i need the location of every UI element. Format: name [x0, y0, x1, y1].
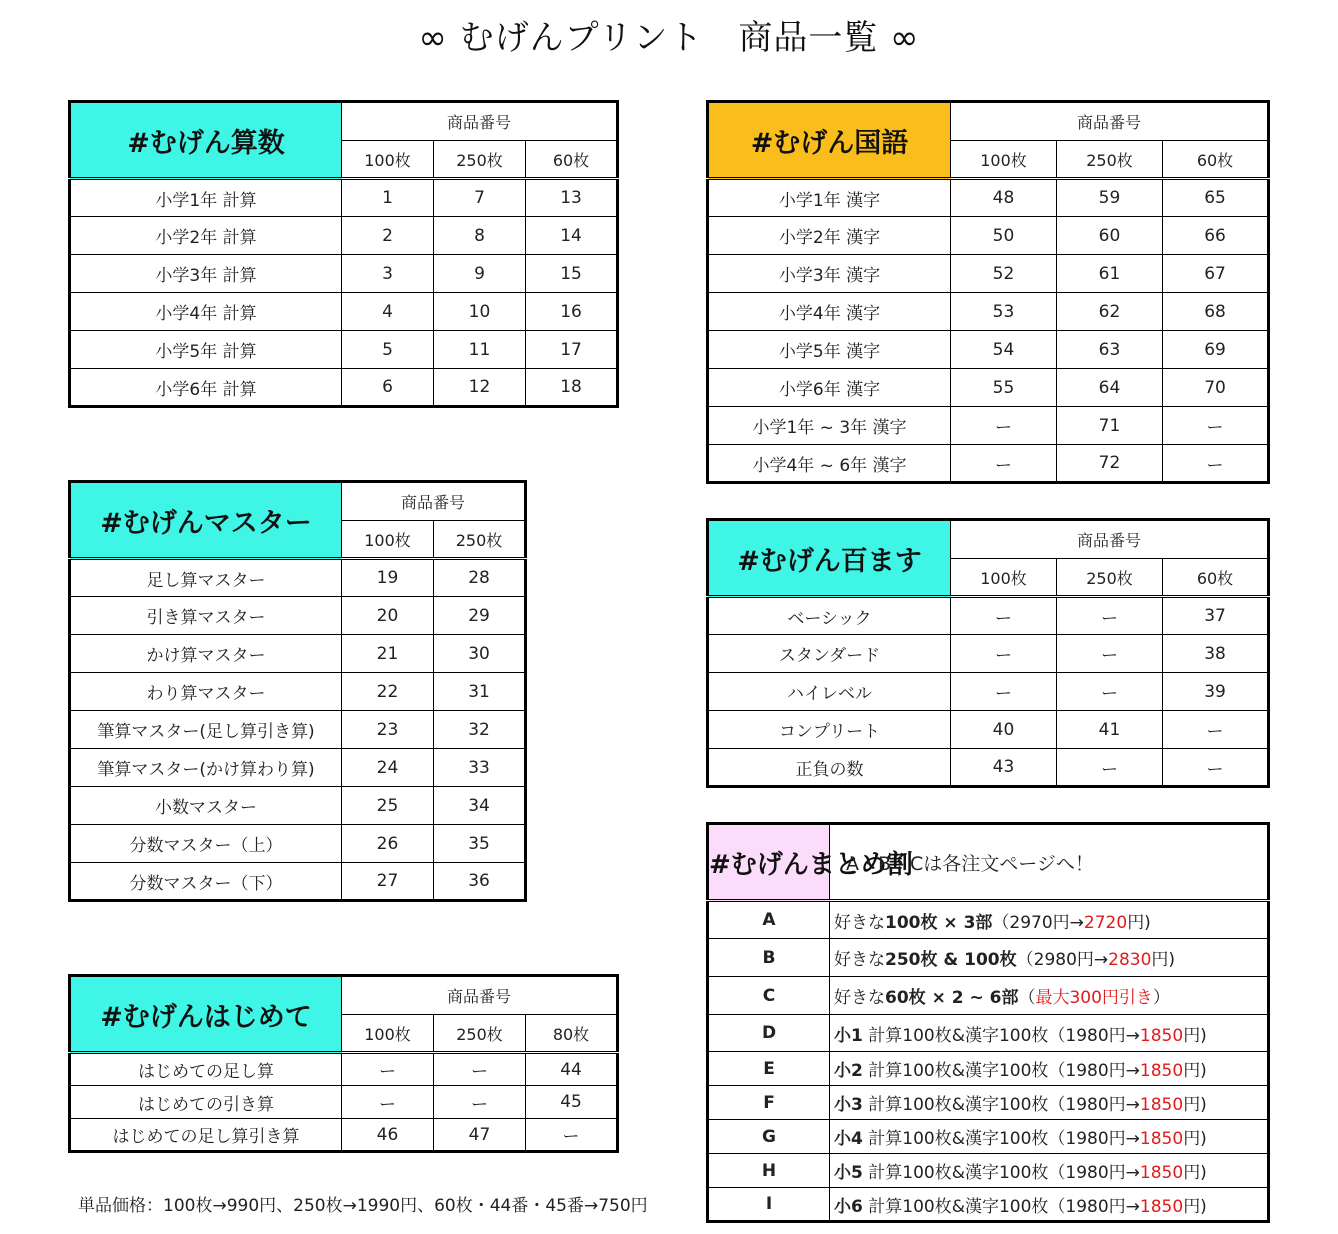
cell: 31	[434, 673, 526, 711]
set-letter: B	[708, 939, 830, 977]
col-header: 250枚	[434, 141, 526, 179]
table-row	[70, 369, 618, 407]
product-number-header: 商品番号	[342, 482, 526, 521]
col-header: 100枚	[951, 141, 1057, 179]
cell: 13	[526, 179, 618, 217]
row-label: はじめての引き算	[70, 1086, 342, 1119]
col-header: 100枚	[342, 1015, 434, 1053]
row-label: 小学4年 漢字	[708, 293, 951, 331]
table-row	[70, 787, 526, 825]
table-row	[708, 1120, 1269, 1154]
cell: 59	[1057, 179, 1163, 217]
desc-bold: 60枚 × 2 ~ 6部	[885, 988, 1019, 1008]
cell: 25	[342, 787, 434, 825]
cell: ー	[342, 1086, 434, 1119]
table-row	[708, 901, 1269, 939]
cell: 23	[342, 711, 434, 749]
set-letter: H	[708, 1154, 830, 1188]
cell: 45	[526, 1086, 618, 1119]
cell: 14	[526, 217, 618, 255]
desc-mid: 計算100枚&漢字100枚（1980円→	[862, 1061, 1140, 1081]
table-row	[70, 597, 526, 635]
table-row	[708, 597, 1269, 635]
desc-red: 1850	[1139, 1129, 1184, 1149]
desc-bold: 250枚 & 100枚	[885, 950, 1017, 970]
desc-mid: 計算100枚&漢字100枚（1980円→	[862, 1095, 1140, 1115]
matome-note: A・B・Cは各注文ページへ！	[830, 824, 1269, 901]
set-letter: A	[708, 901, 830, 939]
cell: 72	[1057, 445, 1163, 483]
row-label: 小学1年 ~ 3年 漢字	[708, 407, 951, 445]
cell: 67	[1163, 255, 1269, 293]
cell: 12	[434, 369, 526, 407]
table-row	[70, 255, 618, 293]
table-row	[70, 1119, 618, 1152]
desc-mid: 計算100枚&漢字100枚（1980円→	[862, 1163, 1140, 1183]
cell: ー	[1163, 445, 1269, 483]
desc-red: 1850	[1139, 1061, 1184, 1081]
col-header: 100枚	[951, 559, 1057, 597]
cell: 4	[342, 293, 434, 331]
cell: 16	[526, 293, 618, 331]
desc-pre: 好きな	[834, 988, 885, 1008]
row-label: 引き算マスター	[70, 597, 342, 635]
desc-bold: 100枚 × 3部	[885, 912, 993, 933]
cell: 1	[342, 179, 434, 217]
cell: 6	[342, 369, 434, 407]
cell: 62	[1057, 293, 1163, 331]
set-letter: F	[708, 1086, 830, 1120]
kokugo-title: #むげん国語	[708, 102, 951, 179]
cell: 64	[1057, 369, 1163, 407]
cell: 24	[342, 749, 434, 787]
row-label: はじめての足し算	[70, 1053, 342, 1086]
cell: 61	[1057, 255, 1163, 293]
desc-red: 2720	[1083, 912, 1128, 933]
set-desc	[830, 901, 1269, 939]
cell: 7	[434, 179, 526, 217]
row-label: コンプリート	[708, 711, 951, 749]
desc-post: 円)	[1183, 1129, 1207, 1149]
desc-bold: 小2	[834, 1061, 863, 1081]
cell: 32	[434, 711, 526, 749]
cell: 40	[951, 711, 1057, 749]
row-label: 小学1年 計算	[70, 179, 342, 217]
cell: 34	[434, 787, 526, 825]
table-row	[708, 1188, 1269, 1222]
table-row	[708, 293, 1269, 331]
desc-mid: （2980円→	[1016, 950, 1109, 970]
table-row	[70, 825, 526, 863]
master-table	[68, 480, 527, 902]
table-row	[70, 217, 618, 255]
cell: 52	[951, 255, 1057, 293]
cell: 2	[342, 217, 434, 255]
cell: ー	[951, 673, 1057, 711]
row-label: 小学6年 漢字	[708, 369, 951, 407]
cell: 10	[434, 293, 526, 331]
cell: 71	[1057, 407, 1163, 445]
table-row	[70, 635, 526, 673]
hajimete-table	[68, 974, 619, 1153]
cell: ー	[1057, 749, 1163, 787]
table-row	[70, 711, 526, 749]
cell: 28	[434, 559, 526, 597]
table-row	[708, 1015, 1269, 1052]
row-label: はじめての足し算引き算	[70, 1119, 342, 1152]
desc-post: 円)	[1183, 1196, 1207, 1217]
row-label: かけ算マスター	[70, 635, 342, 673]
table-row	[70, 293, 618, 331]
cell: 44	[526, 1053, 618, 1086]
row-label: 小学5年 計算	[70, 331, 342, 369]
cell: 54	[951, 331, 1057, 369]
desc-mid: 計算100枚&漢字100枚（1980円→	[862, 1129, 1140, 1149]
cell: ー	[951, 407, 1057, 445]
cell: ー	[1057, 673, 1163, 711]
desc-pre: 好きな	[834, 950, 885, 970]
row-label: 小学6年 計算	[70, 369, 342, 407]
desc-red: 最大300円引き	[1035, 988, 1153, 1008]
col-header: 60枚	[1163, 559, 1269, 597]
cell: 69	[1163, 331, 1269, 369]
set-letter: G	[708, 1120, 830, 1154]
set-desc	[830, 1086, 1269, 1120]
cell: 21	[342, 635, 434, 673]
set-letter: E	[708, 1052, 830, 1086]
price-note: 単品価格：100枚→990円、250枚→1990円、60枚・44番・45番→750円	[78, 1196, 648, 1216]
col-header: 250枚	[1057, 559, 1163, 597]
col-header: 100枚	[342, 521, 434, 559]
cell: 20	[342, 597, 434, 635]
cell: 18	[526, 369, 618, 407]
table-row	[70, 673, 526, 711]
set-desc	[830, 1188, 1269, 1222]
row-label: わり算マスター	[70, 673, 342, 711]
desc-red: 1850	[1139, 1025, 1184, 1046]
cell: 9	[434, 255, 526, 293]
cell: 3	[342, 255, 434, 293]
table-row	[708, 673, 1269, 711]
cell: 19	[342, 559, 434, 597]
cell: ー	[951, 635, 1057, 673]
cell: 37	[1163, 597, 1269, 635]
product-number-header: 商品番号	[342, 976, 618, 1015]
cell: ー	[951, 445, 1057, 483]
desc-bold: 小1	[834, 1025, 863, 1046]
col-header: 60枚	[526, 141, 618, 179]
cell: ー	[1163, 711, 1269, 749]
table-row	[708, 1052, 1269, 1086]
desc-bold: 小5	[834, 1163, 863, 1183]
table-row	[708, 977, 1269, 1015]
desc-post: 円)	[1183, 1025, 1207, 1046]
hyakumasu-table	[706, 518, 1270, 788]
desc-post: 円)	[1127, 912, 1151, 933]
cell: 22	[342, 673, 434, 711]
row-label: ハイレベル	[708, 673, 951, 711]
cell: 60	[1057, 217, 1163, 255]
product-number-header: 商品番号	[951, 102, 1269, 141]
cell: ー	[434, 1053, 526, 1086]
table-row	[708, 445, 1269, 483]
desc-red: 1850	[1139, 1196, 1184, 1217]
col-header: 80枚	[526, 1015, 618, 1053]
desc-post: 円)	[1183, 1163, 1207, 1183]
matome-title: #むげんまとめ割	[708, 824, 830, 901]
col-header: 250枚	[434, 1015, 526, 1053]
page-title: ∞ むげんプリント 商品一覧 ∞	[418, 18, 920, 58]
table-row	[70, 559, 526, 597]
cell: 35	[434, 825, 526, 863]
set-desc	[830, 1052, 1269, 1086]
row-label: 分数マスター（上）	[70, 825, 342, 863]
row-label: 筆算マスター(足し算引き算)	[70, 711, 342, 749]
desc-mid: （	[1018, 988, 1036, 1008]
set-desc	[830, 977, 1269, 1015]
table-row	[708, 255, 1269, 293]
set-letter: D	[708, 1015, 830, 1052]
cell: 68	[1163, 293, 1269, 331]
product-number-header: 商品番号	[342, 102, 618, 141]
desc-post: 円)	[1183, 1095, 1207, 1115]
table-row	[708, 179, 1269, 217]
set-desc	[830, 1154, 1269, 1188]
desc-post: 円)	[1183, 1061, 1207, 1081]
table-row	[708, 217, 1269, 255]
desc-bold: 小6	[834, 1196, 863, 1217]
cell: 29	[434, 597, 526, 635]
matome-table	[706, 822, 1270, 1223]
table-row	[708, 711, 1269, 749]
desc-red: 1850	[1139, 1163, 1184, 1183]
col-header: 60枚	[1163, 141, 1269, 179]
desc-bold: 小3	[834, 1095, 863, 1115]
table-row	[70, 863, 526, 901]
cell: 53	[951, 293, 1057, 331]
set-letter: C	[708, 977, 830, 1015]
master-title: #むげんマスター	[70, 482, 342, 559]
row-label: 小学5年 漢字	[708, 331, 951, 369]
cell: 26	[342, 825, 434, 863]
table-row	[708, 749, 1269, 787]
cell: 46	[342, 1119, 434, 1152]
cell: 66	[1163, 217, 1269, 255]
row-label: 小学3年 計算	[70, 255, 342, 293]
col-header: 100枚	[342, 141, 434, 179]
desc-red: 2830	[1108, 950, 1152, 970]
desc-post: 円)	[1151, 950, 1176, 970]
col-header: 250枚	[434, 521, 526, 559]
cell: ー	[1163, 407, 1269, 445]
col-header: 250枚	[1057, 141, 1163, 179]
cell: ー	[434, 1086, 526, 1119]
table-row	[708, 407, 1269, 445]
row-label: 分数マスター（下）	[70, 863, 342, 901]
table-row	[708, 1154, 1269, 1188]
cell: 11	[434, 331, 526, 369]
set-desc	[830, 939, 1269, 977]
cell: 38	[1163, 635, 1269, 673]
desc-mid: 計算100枚&漢字100枚（1980円→	[862, 1196, 1140, 1217]
cell: 43	[951, 749, 1057, 787]
cell: ー	[1057, 597, 1163, 635]
row-label: 小学1年 漢字	[708, 179, 951, 217]
row-label: 足し算マスター	[70, 559, 342, 597]
row-label: 小学3年 漢字	[708, 255, 951, 293]
cell: ー	[1057, 635, 1163, 673]
cell: ー	[1163, 749, 1269, 787]
cell: 27	[342, 863, 434, 901]
cell: 39	[1163, 673, 1269, 711]
product-number-header: 商品番号	[951, 520, 1269, 559]
table-row	[708, 939, 1269, 977]
cell: 15	[526, 255, 618, 293]
hajimete-title: #むげんはじめて	[70, 976, 342, 1053]
set-letter: I	[708, 1188, 830, 1222]
table-row	[70, 1086, 618, 1119]
desc-mid: 計算100枚&漢字100枚（1980円→	[862, 1025, 1140, 1046]
cell: 41	[1057, 711, 1163, 749]
row-label: スタンダード	[708, 635, 951, 673]
cell: 17	[526, 331, 618, 369]
cell: 50	[951, 217, 1057, 255]
table-row	[70, 1053, 618, 1086]
set-desc	[830, 1015, 1269, 1052]
table-row	[708, 635, 1269, 673]
table-row	[70, 749, 526, 787]
cell: 47	[434, 1119, 526, 1152]
cell: 63	[1057, 331, 1163, 369]
cell: 5	[342, 331, 434, 369]
table-row	[708, 331, 1269, 369]
kokugo-table	[706, 100, 1270, 484]
sansu-title: #むげん算数	[70, 102, 342, 179]
row-label: 小学4年 計算	[70, 293, 342, 331]
row-label: 小数マスター	[70, 787, 342, 825]
desc-mid: （2970円→	[992, 912, 1084, 933]
desc-post: ）	[1152, 988, 1170, 1008]
hyakumasu-title: #むげん百ます	[708, 520, 951, 597]
cell: 55	[951, 369, 1057, 407]
table-row	[70, 179, 618, 217]
cell: ー	[951, 597, 1057, 635]
cell: 30	[434, 635, 526, 673]
table-row	[708, 369, 1269, 407]
cell: ー	[342, 1053, 434, 1086]
desc-bold: 小4	[834, 1129, 863, 1149]
cell: 8	[434, 217, 526, 255]
table-row	[70, 331, 618, 369]
cell: 65	[1163, 179, 1269, 217]
desc-red: 1850	[1139, 1095, 1184, 1115]
cell: 70	[1163, 369, 1269, 407]
cell: 33	[434, 749, 526, 787]
cell: ー	[526, 1119, 618, 1152]
cell: 48	[951, 179, 1057, 217]
table-row	[708, 1086, 1269, 1120]
cell: 36	[434, 863, 526, 901]
row-label: 小学4年 ~ 6年 漢字	[708, 445, 951, 483]
set-desc	[830, 1120, 1269, 1154]
desc-pre: 好きな	[834, 912, 885, 933]
row-label: 小学2年 漢字	[708, 217, 951, 255]
row-label: 正負の数	[708, 749, 951, 787]
row-label: 小学2年 計算	[70, 217, 342, 255]
row-label: 筆算マスター(かけ算わり算)	[70, 749, 342, 787]
sansu-table	[68, 100, 619, 408]
row-label: ベーシック	[708, 597, 951, 635]
